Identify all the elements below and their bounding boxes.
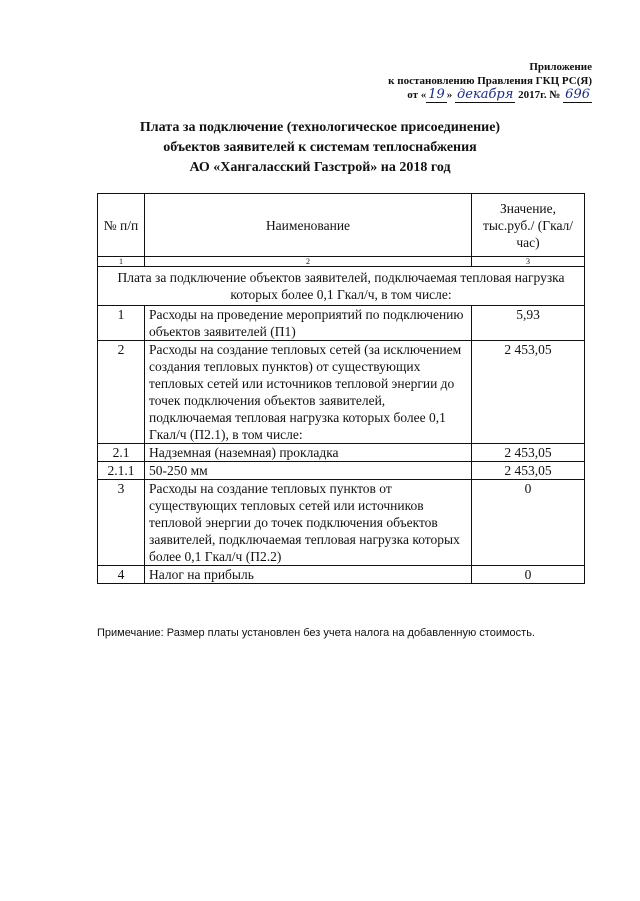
table-row (98, 480, 585, 566)
table-row (98, 462, 585, 480)
appendix-label: Приложение (529, 61, 592, 73)
row-name: Расходы на проведение мероприятий по подключению объектов заявителей (П1) (145, 306, 472, 341)
footnote: Примечание: Размер платы установлен без учета налога на добавленную стоимость. (97, 627, 535, 639)
handwritten-number: 696 (565, 87, 590, 102)
decree-date-line (388, 88, 592, 102)
row-name: Надземная (наземная) прокладка (145, 444, 472, 462)
row-num: 1 (98, 306, 145, 341)
row-num: 4 (98, 566, 145, 584)
row-num: 3 (98, 480, 145, 566)
header-value: Значение, тыс.руб./ (Гкал/час) (472, 194, 585, 257)
row-value: 2 453,05 (472, 444, 585, 462)
row-num: 2.1.1 (98, 462, 145, 480)
row-value: 0 (472, 480, 585, 566)
year-suffix: 2017г. № (518, 89, 561, 101)
row-value: 5,93 (472, 306, 585, 341)
header-name: Наименование (145, 194, 472, 257)
table-row (98, 444, 585, 462)
row-value: 2 453,05 (472, 341, 585, 444)
column-index: 2 (145, 257, 472, 267)
row-name: Налог на прибыль (145, 566, 472, 584)
table-header-row (98, 194, 585, 257)
table-row (98, 341, 585, 444)
table-row (98, 566, 585, 584)
handwritten-month: декабря (457, 87, 514, 102)
date-mid: » (446, 89, 453, 101)
date-prefix: от « (407, 89, 427, 101)
handwritten-day: 19 (428, 87, 445, 102)
column-index: 1 (98, 257, 145, 267)
row-num: 2.1 (98, 444, 145, 462)
fee-table (97, 193, 585, 584)
appendix-header (388, 60, 592, 102)
document-title (0, 118, 640, 178)
column-index: 3 (472, 257, 585, 267)
header-num: № п/п (98, 194, 145, 257)
title-line-2: объектов заявителей к системам теплоснабжения (163, 140, 477, 155)
section-row (98, 267, 585, 306)
row-name: Расходы на создание тепловых сетей (за исключением создания тепловых пунктов) от существующих тепловых сетей или источников тепловой энергии до точек подключения объектов заявителей, подключаемая тепловая нагрузка которых более 0,1 Гкал/ч (П2.1), в том числе: (145, 341, 472, 444)
table-row (98, 306, 585, 341)
row-value: 0 (472, 566, 585, 584)
row-name: 50-250 мм (145, 462, 472, 480)
section-title: Плата за подключение объектов заявителей, подключаемая тепловая нагрузка которых более 0,1 Гкал/ч, в том числе: (98, 267, 585, 306)
title-line-3: АО «Хангаласский Газстрой» на 2018 год (189, 160, 451, 175)
title-line-1: Плата за подключение (технологическое присоединение) (139, 120, 501, 135)
row-name: Расходы на создание тепловых пунктов от существующих тепловых сетей или источников тепловой энергии до точек подключения объектов заявителей, подключаемая тепловая нагрузка которых более 0,1 Гкал/ч (П2.2) (145, 480, 472, 566)
decree-reference: к постановлению Правления ГКЦ РС(Я) (388, 75, 592, 87)
column-index-row (98, 257, 585, 267)
row-value: 2 453,05 (472, 462, 585, 480)
row-num: 2 (98, 341, 145, 444)
